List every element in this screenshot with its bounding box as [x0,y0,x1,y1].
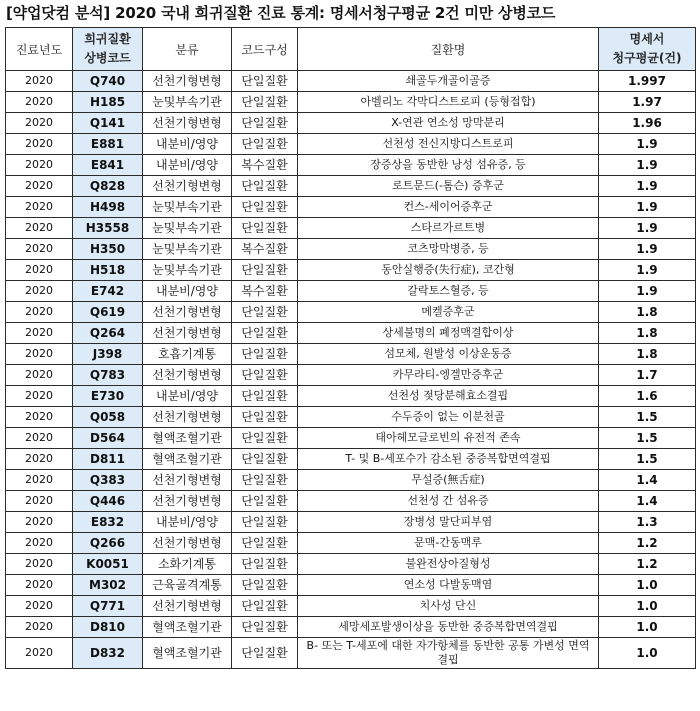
cell-code-structure: 단일질환 [232,386,298,407]
cell-disease-code: D564 [73,428,143,449]
cell-disease-name: 스타르가르트병 [298,218,599,239]
cell-category: 호흡기계통 [143,344,232,365]
header-code-line2: 상병코드 [84,51,131,65]
cell-code-structure: 단일질환 [232,449,298,470]
cell-disease-name-text: B- 또는 T-세포에 대한 자가항체를 동반한 공통 가변성 면역결핍 [306,639,590,666]
cell-disease-name [298,638,599,669]
cell-claim-average: 1.8 [599,344,696,365]
cell-category: 내분비/영양 [143,386,232,407]
cell-disease-name: 카무라티-엥겔만증후군 [298,365,599,386]
cell-category: 선천기형변형 [143,323,232,344]
cell-code-structure: 단일질환 [232,491,298,512]
table-row [6,197,696,218]
cell-category: 눈및부속기관 [143,239,232,260]
cell-year: 2020 [6,491,73,512]
cell-disease-code: Q266 [73,533,143,554]
cell-claim-average: 1.2 [599,554,696,575]
cell-disease-code: D832 [73,638,143,669]
cell-category: 선천기형변형 [143,365,232,386]
cell-disease-name: 갈락토스혈증, 등 [298,281,599,302]
cell-claim-average: 1.9 [599,239,696,260]
cell-disease-name: 태아헤모글로빈의 유전적 존속 [298,428,599,449]
cell-disease-name: 무설증(無舌症) [298,470,599,491]
cell-code-structure: 단일질환 [232,365,298,386]
cell-disease-code: Q264 [73,323,143,344]
cell-year: 2020 [6,407,73,428]
cell-category: 선천기형변형 [143,302,232,323]
cell-year: 2020 [6,554,73,575]
cell-disease-name: 쇄골두개골이골증 [298,71,599,92]
cell-year: 2020 [6,533,73,554]
cell-disease-name: X-연관 연소성 망막분리 [298,113,599,134]
cell-year: 2020 [6,470,73,491]
header-avg-line2: 청구평균(건) [612,51,682,65]
cell-claim-average: 1.0 [599,596,696,617]
cell-category: 내분비/영양 [143,155,232,176]
cell-year: 2020 [6,512,73,533]
cell-category: 선천기형변형 [143,533,232,554]
cell-category: 혈액조혈기관 [143,617,232,638]
cell-disease-code: E881 [73,134,143,155]
cell-disease-code: Q446 [73,491,143,512]
cell-disease-name: 메켈증후군 [298,302,599,323]
cell-code-structure: 복수질환 [232,239,298,260]
header-disease: 질환명 [298,28,599,71]
cell-code-structure: 단일질환 [232,71,298,92]
cell-disease-name: 선천성 젖당분해효소결핍 [298,386,599,407]
cell-claim-average: 1.9 [599,281,696,302]
cell-year: 2020 [6,92,73,113]
cell-category: 혈액조혈기관 [143,449,232,470]
cell-disease-code: H518 [73,260,143,281]
cell-disease-code: Q383 [73,470,143,491]
cell-claim-average: 1.4 [599,491,696,512]
table-row [6,386,696,407]
cell-claim-average: 1.0 [599,617,696,638]
cell-category: 혈액조혈기관 [143,428,232,449]
cell-disease-code: K0051 [73,554,143,575]
cell-category: 내분비/영양 [143,281,232,302]
cell-year: 2020 [6,428,73,449]
cell-disease-name: 장병성 말단피부염 [298,512,599,533]
cell-claim-average: 1.5 [599,407,696,428]
cell-code-structure: 단일질환 [232,428,298,449]
cell-claim-average: 1.8 [599,323,696,344]
cell-category: 근육골격계통 [143,575,232,596]
table-row [6,491,696,512]
cell-category: 눈및부속기관 [143,260,232,281]
cell-code-structure: 단일질환 [232,575,298,596]
cell-disease-name: 수두증이 없는 이분천골 [298,407,599,428]
table-row [6,596,696,617]
cell-claim-average: 1.9 [599,176,696,197]
cell-code-structure: 단일질환 [232,323,298,344]
cell-category: 선천기형변형 [143,596,232,617]
cell-code-structure: 단일질환 [232,197,298,218]
table-row [6,554,696,575]
cell-year: 2020 [6,155,73,176]
cell-code-structure: 단일질환 [232,512,298,533]
cell-code-structure: 단일질환 [232,176,298,197]
cell-disease-name: 문맥-간동맥루 [298,533,599,554]
cell-code-structure: 단일질환 [232,302,298,323]
cell-category: 소화기계통 [143,554,232,575]
table-row [6,260,696,281]
cell-code-structure: 단일질환 [232,638,298,669]
cell-disease-code: Q783 [73,365,143,386]
cell-year: 2020 [6,617,73,638]
table-row [6,92,696,113]
cell-claim-average: 1.2 [599,533,696,554]
cell-code-structure: 단일질환 [232,407,298,428]
cell-code-structure: 단일질환 [232,617,298,638]
cell-code-structure: 단일질환 [232,344,298,365]
cell-code-structure: 단일질환 [232,218,298,239]
cell-year: 2020 [6,197,73,218]
cell-code-structure: 단일질환 [232,554,298,575]
cell-year: 2020 [6,281,73,302]
header-category: 분류 [143,28,232,71]
cell-disease-name: 동안실행증(失行症), 코간형 [298,260,599,281]
cell-claim-average: 1.4 [599,470,696,491]
cell-category: 선천기형변형 [143,113,232,134]
cell-code-structure: 복수질환 [232,281,298,302]
table-body [6,71,696,669]
cell-category: 선천기형변형 [143,491,232,512]
table-row [6,617,696,638]
cell-disease-name: 세망세포발생이상을 동반한 중증복합면역결핍 [298,617,599,638]
rare-disease-table [5,27,696,669]
table-row [6,155,696,176]
cell-disease-code: D810 [73,617,143,638]
cell-claim-average: 1.997 [599,71,696,92]
cell-year: 2020 [6,449,73,470]
cell-category: 선천기형변형 [143,470,232,491]
cell-disease-name: 선천성 전신지방디스트로피 [298,134,599,155]
cell-category: 눈및부속기관 [143,197,232,218]
cell-category: 혈액조혈기관 [143,638,232,669]
cell-claim-average: 1.7 [599,365,696,386]
cell-year: 2020 [6,344,73,365]
table-row [6,638,696,669]
header-year: 진료년도 [6,28,73,71]
table-row [6,302,696,323]
table-row [6,218,696,239]
cell-claim-average: 1.3 [599,512,696,533]
table-row [6,449,696,470]
header-claim-average [599,28,696,71]
cell-disease-name: 연소성 다발동맥염 [298,575,599,596]
page-title: [약업닷컴 분석] 2020 국내 희귀질환 진료 통계: 명세서청구평균 2건 미만 상병코드 [6,4,556,22]
cell-disease-code: Q771 [73,596,143,617]
cell-disease-code: D811 [73,449,143,470]
header-code [73,28,143,71]
table-row [6,365,696,386]
cell-disease-code: Q619 [73,302,143,323]
cell-claim-average: 1.9 [599,218,696,239]
cell-claim-average: 1.97 [599,92,696,113]
cell-claim-average: 1.9 [599,197,696,218]
cell-year: 2020 [6,71,73,92]
cell-disease-name: 불완전상아질형성 [298,554,599,575]
cell-disease-name: 섬모체, 원발성 이상운동증 [298,344,599,365]
cell-year: 2020 [6,239,73,260]
cell-claim-average: 1.6 [599,386,696,407]
cell-code-structure: 단일질환 [232,533,298,554]
table-header-row [6,28,696,71]
cell-year: 2020 [6,365,73,386]
table-row [6,323,696,344]
cell-code-structure: 단일질환 [232,470,298,491]
cell-disease-name: 코츠망막병증, 등 [298,239,599,260]
table-row [6,512,696,533]
cell-claim-average: 1.9 [599,134,696,155]
cell-year: 2020 [6,575,73,596]
cell-claim-average: 1.5 [599,449,696,470]
cell-year: 2020 [6,176,73,197]
cell-disease-code: Q740 [73,71,143,92]
cell-category: 내분비/영양 [143,512,232,533]
cell-disease-name: 아벨리노 각막디스트로피 (등형접합) [298,92,599,113]
cell-category: 선천기형변형 [143,176,232,197]
table-row [6,71,696,92]
cell-disease-code: E730 [73,386,143,407]
cell-code-structure: 단일질환 [232,596,298,617]
cell-category: 눈및부속기관 [143,92,232,113]
cell-disease-name: 상세불명의 폐정맥결합이상 [298,323,599,344]
cell-disease-name: 로트문드(-톰슨) 증후군 [298,176,599,197]
header-avg-line1: 명세서 [629,32,665,46]
cell-disease-code: E832 [73,512,143,533]
cell-claim-average: 1.0 [599,638,696,669]
cell-category: 선천기형변형 [143,71,232,92]
cell-category: 선천기형변형 [143,407,232,428]
cell-year: 2020 [6,323,73,344]
cell-claim-average: 1.9 [599,155,696,176]
cell-disease-name: T- 및 B-세포수가 감소된 중증복합면역결핍 [298,449,599,470]
table-row [6,239,696,260]
cell-year: 2020 [6,386,73,407]
cell-disease-name: 장증상을 동반한 낭성 섬유증, 등 [298,155,599,176]
cell-disease-code: Q828 [73,176,143,197]
cell-disease-code: H3558 [73,218,143,239]
cell-year: 2020 [6,596,73,617]
cell-code-structure: 단일질환 [232,113,298,134]
cell-code-structure: 단일질환 [232,260,298,281]
cell-disease-name: 치사성 단신 [298,596,599,617]
header-code-line1: 희귀질환 [84,32,131,46]
cell-category: 눈및부속기관 [143,218,232,239]
cell-disease-code: H498 [73,197,143,218]
cell-year: 2020 [6,218,73,239]
cell-disease-name: 선천성 간 섬유증 [298,491,599,512]
cell-category: 내분비/영양 [143,134,232,155]
cell-code-structure: 복수질환 [232,155,298,176]
cell-year: 2020 [6,113,73,134]
table-row [6,176,696,197]
table-row [6,533,696,554]
cell-year: 2020 [6,638,73,669]
cell-disease-code: E841 [73,155,143,176]
table-row [6,134,696,155]
cell-disease-code: E742 [73,281,143,302]
cell-disease-code: Q141 [73,113,143,134]
cell-disease-code: M302 [73,575,143,596]
cell-year: 2020 [6,302,73,323]
table-row [6,281,696,302]
table-row [6,470,696,491]
table-row [6,344,696,365]
cell-claim-average: 1.96 [599,113,696,134]
cell-disease-code: Q058 [73,407,143,428]
cell-disease-code: J398 [73,344,143,365]
table-row [6,113,696,134]
table-row [6,407,696,428]
cell-claim-average: 1.0 [599,575,696,596]
cell-code-structure: 단일질환 [232,134,298,155]
cell-disease-code: H185 [73,92,143,113]
cell-year: 2020 [6,134,73,155]
cell-code-structure: 단일질환 [232,92,298,113]
table-row [6,575,696,596]
cell-claim-average: 1.5 [599,428,696,449]
cell-disease-code: H350 [73,239,143,260]
table-row [6,428,696,449]
cell-claim-average: 1.9 [599,260,696,281]
cell-claim-average: 1.8 [599,302,696,323]
cell-year: 2020 [6,260,73,281]
cell-disease-name: 컨스-세이어증후군 [298,197,599,218]
header-structure: 코드구성 [232,28,298,71]
